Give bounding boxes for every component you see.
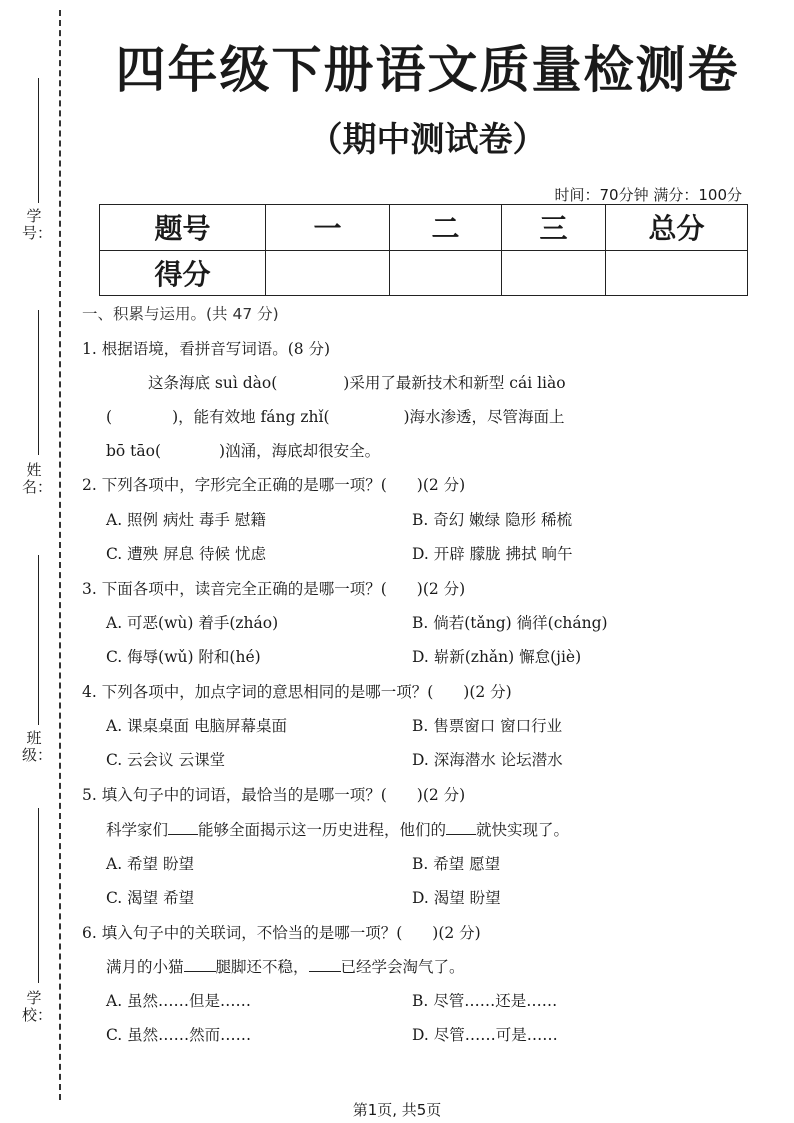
school-line	[38, 808, 39, 983]
score-cell-1[interactable]	[266, 250, 390, 296]
q5-score: )(2 分)	[416, 786, 466, 804]
q5-option-b: B. 希望 愿望	[412, 855, 501, 873]
q5-text-2: 能够全面揭示这一历史进程，他们的	[198, 821, 447, 839]
q3-option-b: B. 倘若(tǎng) 徜徉(cháng)	[412, 614, 608, 632]
score-cell-total[interactable]	[606, 250, 748, 296]
q5-text-1: 科学家们	[106, 821, 169, 839]
exam-title: 四年级下册语文质量检测卷	[115, 41, 740, 99]
score-table-header-row	[100, 205, 748, 251]
q4-stem-line	[82, 680, 512, 702]
q1-line-2	[106, 405, 565, 427]
q6-option-b: B. 尽管……还是……	[412, 992, 558, 1010]
q1-text-2: )采用了最新技术和新型 cái liào	[343, 374, 566, 392]
q3-option-a: A. 可恶(wù) 着手(zháo)	[106, 614, 279, 632]
q4-score: )(2 分)	[463, 683, 512, 701]
student-id-label: 学号：	[22, 207, 53, 242]
q5-blank-1[interactable]	[168, 820, 198, 835]
score-table-score-row	[100, 250, 748, 296]
class-label: 班级：	[22, 729, 53, 764]
q1-text-5: )海水渗透，尽管海面上	[403, 408, 565, 426]
binding-dashed-line	[59, 10, 61, 1100]
header-question-number: 题号	[100, 205, 266, 251]
q4-option-b: B. 售票窗口 窗口行业	[412, 717, 563, 735]
q5-option-a: A. 希望 盼望	[106, 855, 194, 873]
exam-subtitle: （期中测试卷）	[308, 120, 547, 160]
q3-stem-line	[82, 577, 465, 599]
q6-text-1: 满月的小猫	[106, 958, 184, 976]
q4-option-a: A. 课桌桌面 电脑屏幕桌面	[106, 717, 287, 735]
q4-option-c: C. 云会议 云课堂	[106, 751, 226, 769]
q5-text-3: 就快实现了。	[476, 821, 570, 839]
q1-text-6: bō tāo(	[106, 442, 162, 460]
q4-stem: 4. 下列各项中，加点字词的意思相同的是哪一项？(	[82, 683, 434, 701]
q6-option-d: D. 尽管……可是……	[412, 1026, 558, 1044]
score-cell-3[interactable]	[502, 250, 606, 296]
q6-blank-2[interactable]	[309, 957, 341, 972]
q2-score: )(2 分)	[416, 476, 466, 494]
q6-blank-1[interactable]	[184, 957, 216, 972]
student-id-line	[38, 78, 39, 203]
q1-text-1: 这条海底 suì dào(	[148, 374, 278, 392]
q5-option-d: D. 渴望 盼望	[412, 889, 501, 907]
q6-text-2: 腿脚还不稳，	[215, 958, 309, 976]
header-part-3: 三	[502, 205, 606, 251]
q5-stem: 5. 填入句子中的词语，最恰当的是哪一项？(	[82, 786, 387, 804]
class-line	[38, 555, 39, 725]
q1-stem: 1. 根据语境，看拼音写词语。(8 分)	[82, 340, 331, 358]
school-label: 学校：	[22, 989, 53, 1024]
q2-option-a: A. 照例 病灶 毒手 慰籍	[106, 511, 266, 529]
q1-line-1	[148, 371, 566, 393]
q2-stem: 2. 下列各项中，字形完全正确的是哪一项？(	[82, 476, 387, 494]
q2-option-d: D. 开辟 朦胧 拂拭 晌午	[412, 545, 573, 563]
page-footer: 第1页, 共5页	[352, 1101, 442, 1119]
q3-stem: 3. 下面各项中，读音完全正确的是哪一项？(	[82, 580, 387, 598]
q6-stem: 6. 填入句子中的关联词，不恰当的是哪一项？(	[82, 924, 403, 942]
q6-stem-line	[82, 921, 481, 943]
q5-blank-2[interactable]	[446, 820, 476, 835]
q6-option-a: A. 虽然……但是……	[106, 992, 252, 1010]
header-part-1: 一	[266, 205, 390, 251]
q5-option-c: C. 渴望 希望	[106, 889, 195, 907]
header-part-2: 二	[390, 205, 502, 251]
header-total: 总分	[606, 205, 748, 251]
q2-stem-line	[82, 473, 465, 495]
q1-text-7: )汹涌，海底却很安全。	[219, 442, 381, 460]
score-cell-2[interactable]	[390, 250, 502, 296]
q2-option-b: B. 奇幻 嫩绿 隐形 稀梳	[412, 511, 573, 529]
q3-option-c: C. 侮辱(wǔ) 附和(hé)	[106, 648, 261, 666]
name-label: 姓名：	[22, 461, 53, 496]
time-score-info: 时间：70分钟 满分：100分	[554, 186, 742, 204]
q3-option-d: D. 崭新(zhǎn) 懈怠(jiè)	[412, 648, 582, 666]
q6-text-3: 已经学会淘气了。	[340, 958, 465, 976]
q1-text-3: (	[106, 408, 113, 426]
q2-option-c: C. 遭殃 屏息 待候 忧虑	[106, 545, 266, 563]
q3-score: )(2 分)	[416, 580, 466, 598]
q6-option-c: C. 虽然……然而……	[106, 1026, 252, 1044]
section-1-heading: 一、积累与运用。(共 47 分)	[82, 305, 279, 323]
q6-sentence	[106, 955, 465, 977]
score-table	[99, 204, 748, 296]
q1-text-4: )，能有效地 fáng zhǐ(	[172, 408, 330, 426]
q4-option-d: D. 深海潜水 论坛潜水	[412, 751, 563, 769]
q5-sentence	[106, 818, 569, 840]
name-line	[38, 310, 39, 455]
q6-score: )(2 分)	[432, 924, 481, 942]
row-label-score: 得分	[100, 250, 266, 296]
q1-line-3	[106, 439, 380, 461]
q5-stem-line	[82, 783, 465, 805]
